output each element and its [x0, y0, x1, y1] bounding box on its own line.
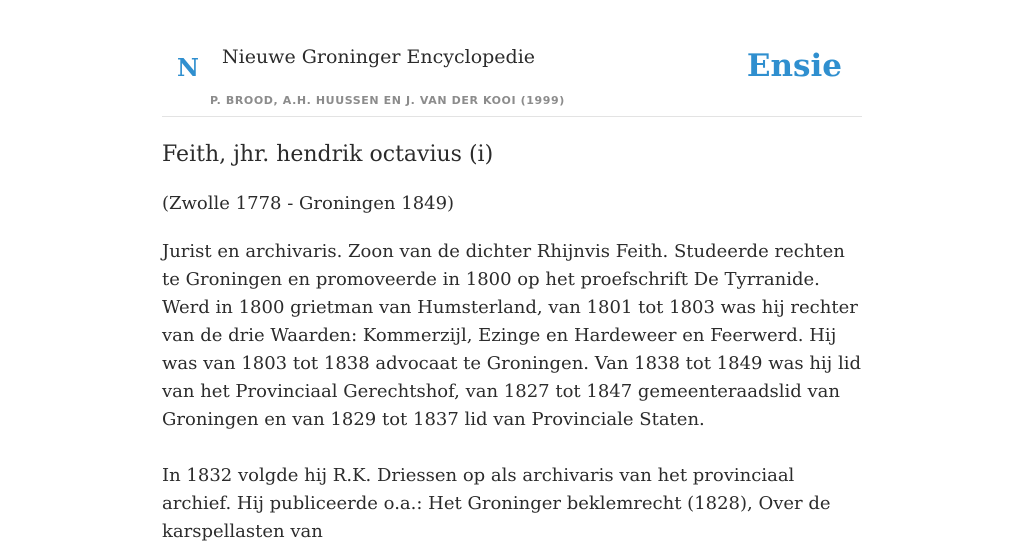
encyclopedia-logo[interactable]: N [177, 53, 199, 82]
entry-content [162, 140, 864, 546]
encyclopedia-title[interactable]: Nieuwe Groninger Encyclopedie [222, 46, 536, 68]
encyclopedia-authors: P. BROOD, A.H. HUUSSEN EN J. VAN DER KOOI (1999) [210, 94, 565, 107]
entry-paragraph: Jurist en archivaris. Zoon van de dichter Rhijnvis Feith. Studeerde rechten te Groningen en promoveerde in 1800 op het proefschrift De Tyrranide. Werd in 1800 grietman van Humsterland, van 1801 tot 1803 was hij rechter van de drie Waarden: Kommerzijl, Ezinge en Hardeweer en Feerwerd. Hij was van 1803 tot 1838 advocaat te Groningen. Van 1838 tot 1849 was hij lid van het Provinciaal Gerechtshof, van 1827 tot 1847 gemeenteraadslid van Groningen en van 1829 tot 1837 lid van Provinciale Staten. [162, 241, 862, 430]
ensie-brand-link[interactable]: Ensie [746, 48, 842, 84]
entry-title: Feith, jhr. hendrik octavius (i) [162, 142, 494, 167]
entry-subtitle: (Zwolle 1778 - Groningen 1849) [162, 193, 455, 214]
entry-paragraph: In 1832 volgde hij R.K. Driessen op als archivaris van het provinciaal archief. Hij publiceerde o.a.: Het Groninger beklemrecht (1828), Over de karspellasten van [162, 465, 831, 542]
site-header [162, 0, 862, 117]
